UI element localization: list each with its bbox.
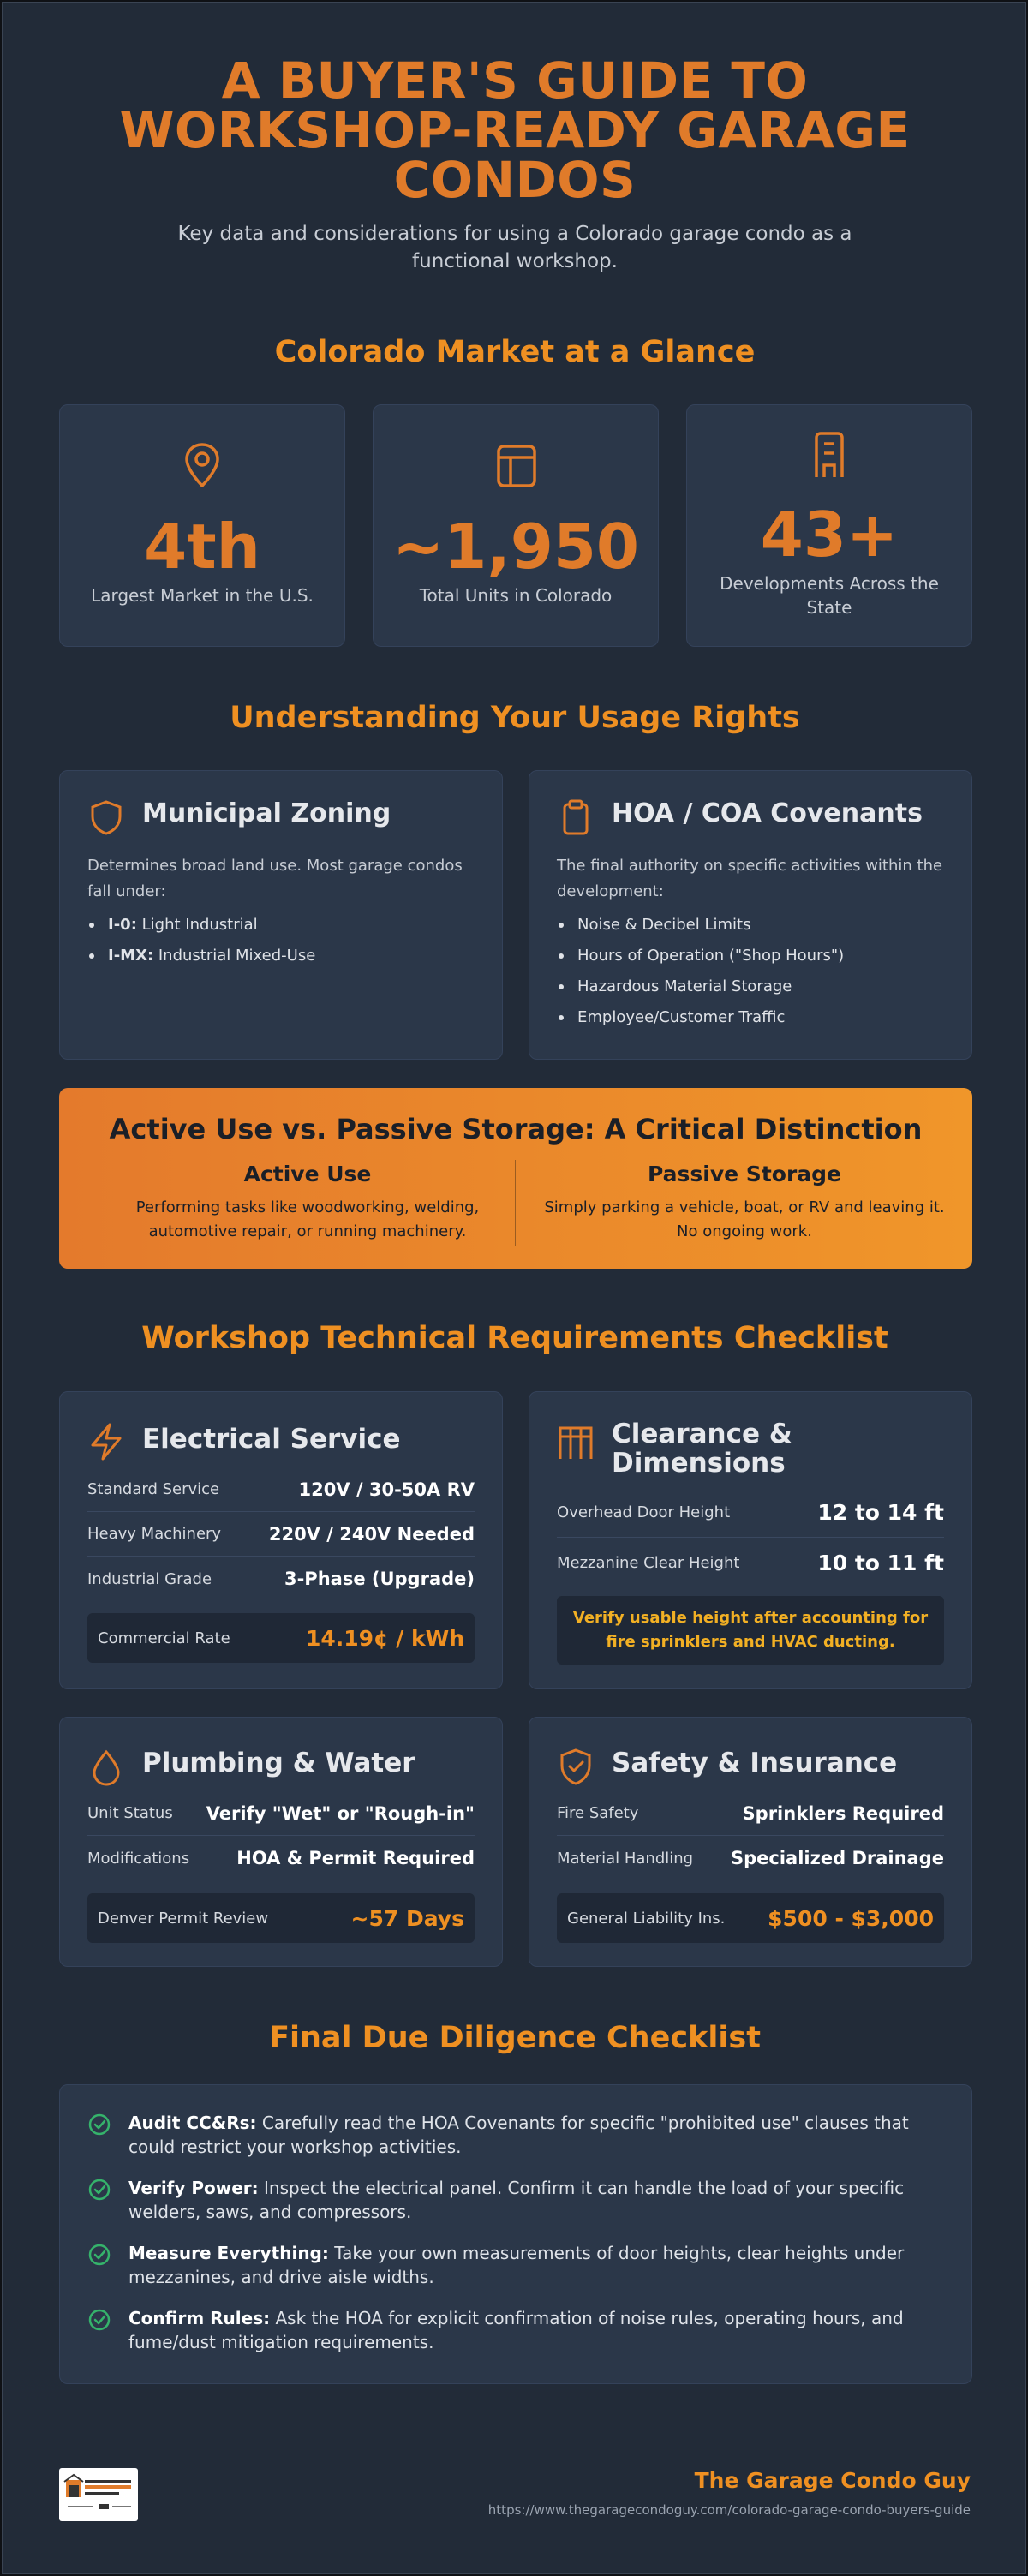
list-item: Noise & Decibel Limits [557, 910, 944, 941]
spec-row: Modifications HOA & Permit Required [87, 1848, 475, 1868]
hero [3, 51, 1027, 275]
passive-storage-title: Passive Storage [648, 1162, 841, 1186]
spec-row: Unit Status Verify "Wet" or "Rough-in" [87, 1791, 475, 1836]
stat-value: 43+ [760, 499, 899, 571]
active-use-column [102, 1160, 513, 1244]
spec-row: Material Handling Specialized Drainage [557, 1848, 944, 1868]
footer-url[interactable]: https://www.thegaragecondoguy.com/colorado-garage-condo-buyers-guide [487, 2502, 971, 2518]
diligence-heading: Final Due Diligence Checklist [269, 2021, 761, 2055]
shield-check-icon [557, 1747, 595, 1788]
electrical-title: Electrical Service [142, 1424, 401, 1455]
footer-brand[interactable]: The Garage Condo Guy [694, 2468, 971, 2493]
safety-title: Safety & Insurance [612, 1748, 898, 1778]
page-title: A BUYER'S GUIDE TO WORKSHOP-READY GARAGE CONDOS [119, 51, 911, 209]
safety-card [529, 1717, 972, 1967]
list-item: Hazardous Material Storage [557, 971, 944, 1002]
building-icon [805, 429, 853, 481]
checklist-item: Verify Power: Inspect the electrical panel. Confirm it can handle the load of your specific welders, saws, and compressors. [87, 2176, 937, 2224]
list-item: I-MX: Industrial Mixed-Use [87, 941, 475, 971]
infographic-page [2, 2, 1026, 2574]
plumbing-title: Plumbing & Water [142, 1748, 415, 1778]
zoning-description: Determines broad land use. Most garage condos fall under: [87, 857, 463, 900]
stat-label: Largest Market in the U.S. [91, 585, 314, 606]
zoning-card [59, 770, 503, 1060]
brand-logo[interactable] [59, 2468, 138, 2521]
list-item: Employee/Customer Traffic [557, 1002, 944, 1033]
stat-value: ~1,950 [391, 511, 640, 583]
checklist-item: Audit CC&Rs: Carefully read the HOA Covenants for specific "prohibited use" clauses that could restrict your workshop activities. [87, 2111, 937, 2159]
check-circle-icon [87, 2178, 111, 2202]
liability-highlight: General Liability Ins. $500 - $3,000 [557, 1893, 944, 1943]
plumbing-card [59, 1717, 503, 1967]
zoning-list [87, 910, 475, 971]
permit-review-highlight: Denver Permit Review ~57 Days [87, 1893, 475, 1943]
diligence-card [59, 2084, 972, 2384]
map-pin-icon [178, 439, 226, 491]
spec-row: Industrial Grade 3-Phase (Upgrade) [87, 1569, 475, 1589]
list-item: Hours of Operation ("Shop Hours") [557, 941, 944, 971]
hoa-card [529, 770, 972, 1060]
stat-card-total-units [373, 404, 659, 647]
tech-heading: Workshop Technical Requirements Checklist [141, 1321, 888, 1355]
clipboard-icon [557, 798, 595, 836]
clearance-card [529, 1391, 972, 1689]
hoa-description: The final authority on specific activities within the development: [557, 857, 943, 900]
stat-value: 4th [144, 511, 260, 583]
banner-title: Active Use vs. Passive Storage: A Critical Distinction [109, 1113, 923, 1145]
active-use-description: Performing tasks like woodworking, welding, automotive repair, or running machinery. [135, 1198, 480, 1240]
hoa-list [557, 910, 944, 1033]
stat-card-developments [686, 404, 972, 647]
spec-row: Fire Safety Sprinklers Required [557, 1791, 944, 1836]
rights-heading: Understanding Your Usage Rights [230, 701, 800, 735]
check-circle-icon [87, 2308, 111, 2332]
market-heading: Colorado Market at a Glance [274, 335, 756, 369]
water-drop-icon [87, 1747, 125, 1788]
garage-logo-icon [59, 2468, 138, 2521]
hoa-title: HOA / COA Covenants [612, 798, 923, 828]
spec-row: Heavy Machinery 220V / 240V Needed [87, 1512, 475, 1557]
checklist-item: Confirm Rules: Ask the HOA for explicit confirmation of noise rules, operating hours, and fume/dust mitigation requirements. [87, 2306, 937, 2354]
lightning-icon [87, 1421, 125, 1462]
passive-storage-description: Simply parking a vehicle, boat, or RV and leaving it. No ongoing work. [544, 1198, 945, 1240]
commercial-rate-highlight: Commercial Rate 14.19¢ / kWh [87, 1613, 475, 1663]
zoning-title: Municipal Zoning [142, 798, 391, 828]
spec-row: Overhead Door Height 12 to 14 ft [557, 1488, 944, 1538]
clearance-title: Clearance & Dimensions [612, 1419, 792, 1479]
electrical-card [59, 1391, 503, 1689]
garage-door-icon [557, 1421, 595, 1462]
active-vs-passive-banner [59, 1088, 972, 1269]
check-circle-icon [87, 2113, 111, 2137]
clearance-note: Verify usable height after accounting for fire sprinklers and HVAC ducting. [557, 1596, 944, 1665]
banner-divider [515, 1160, 516, 1246]
layout-icon [492, 439, 540, 491]
stat-card-market-rank [59, 404, 345, 647]
check-circle-icon [87, 2243, 111, 2267]
page-subtitle: Key data and considerations for using a Colorado garage condo as a functional workshop. [177, 223, 852, 272]
passive-storage-column [539, 1160, 950, 1244]
checklist-item: Measure Everything: Take your own measurements of door heights, clear heights under mezzanines, and drive aisle widths. [87, 2241, 937, 2289]
list-item: I-0: Light Industrial [87, 910, 475, 941]
active-use-title: Active Use [243, 1162, 372, 1186]
stat-label: Developments Across the State [720, 573, 939, 618]
spec-row: Mezzanine Clear Height 10 to 11 ft [557, 1550, 944, 1575]
stat-label: Total Units in Colorado [419, 585, 613, 606]
spec-row: Standard Service 120V / 30-50A RV [87, 1467, 475, 1512]
shield-icon [87, 798, 125, 836]
